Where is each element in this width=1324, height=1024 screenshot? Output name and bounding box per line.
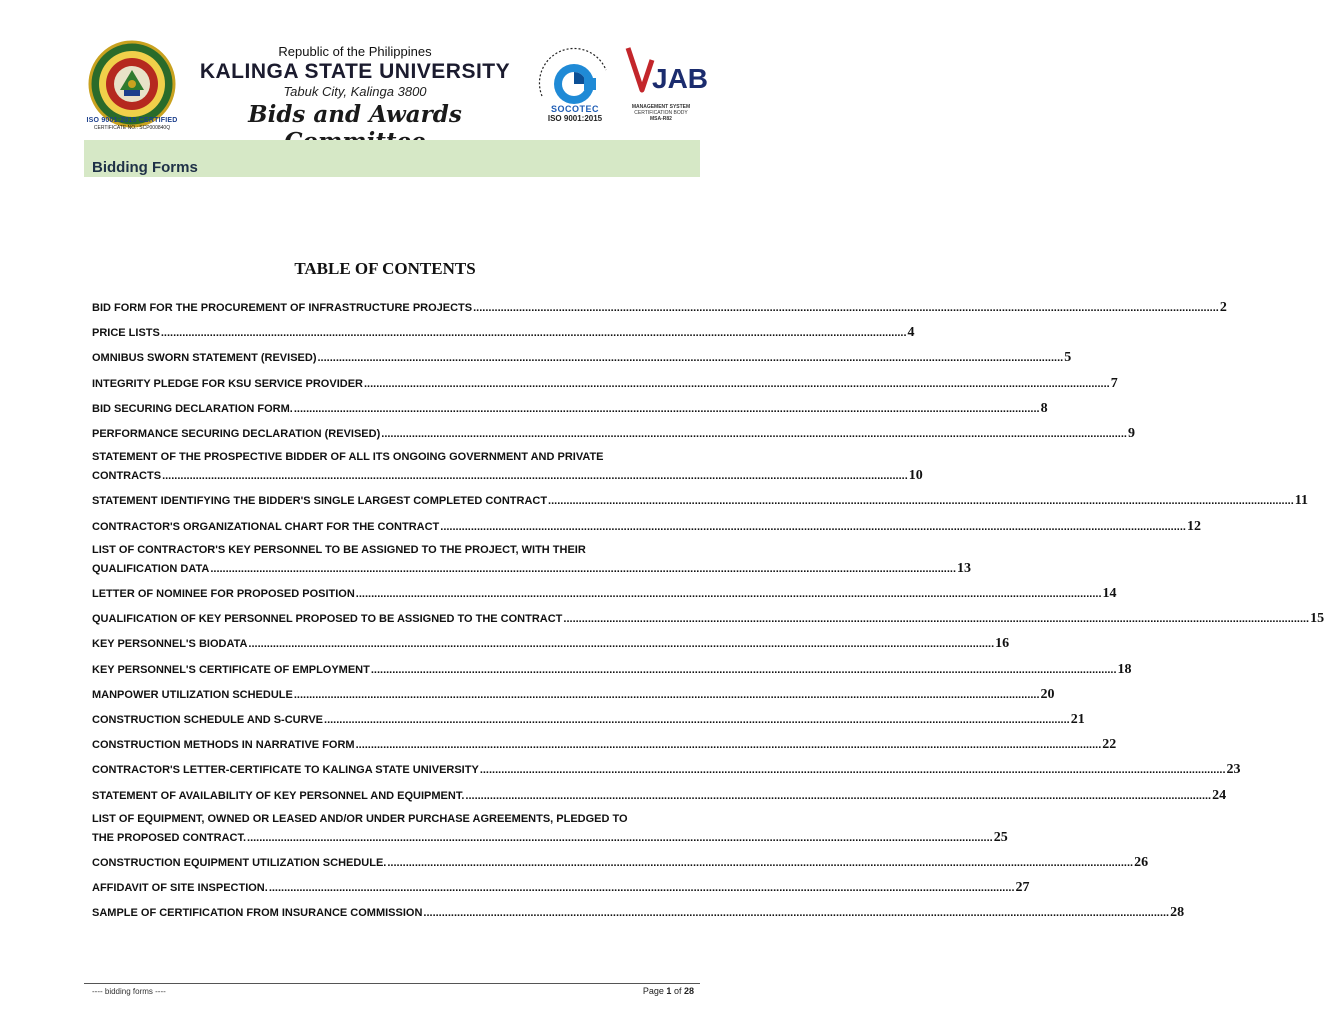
toc-entry-page: 11 — [1294, 493, 1308, 509]
toc-entry-page: 8 — [1040, 400, 1048, 416]
toc-entry-text: QUALIFICATION DATA — [92, 562, 210, 575]
toc-entry[interactable] — [92, 325, 915, 341]
committee-name: Bids and Awards — [248, 101, 462, 128]
toc-entry-text: CONTRACTS — [92, 470, 162, 483]
toc-entry-text: STATEMENT OF AVAILABILITY OF KEY PERSONNEL AND EQUIPMENT. — [92, 789, 465, 802]
toc-entry-text: SAMPLE OF CERTIFICATION FROM INSURANCE COMMISSION — [92, 907, 423, 920]
toc-entry-page: 28 — [1170, 905, 1185, 921]
toc-entry-text: AFFIDAVIT OF SITE INSPECTION. — [92, 882, 268, 895]
toc-entry-text: LETTER OF NOMINEE FOR PROPOSED POSITION — [92, 588, 355, 600]
toc-entry[interactable] — [92, 493, 1308, 509]
toc-entry-page: 25 — [993, 829, 1008, 845]
toc-entry-page: 26 — [1134, 855, 1149, 870]
toc-entry-text: THE PROPOSED CONTRACT. — [92, 831, 247, 844]
toc-entry-text: CONSTRUCTION METHODS IN NARRATIVE FORM — [92, 739, 355, 752]
jab-mark: JAB — [652, 63, 709, 94]
toc-leader-dots — [480, 764, 1226, 776]
toc-entry[interactable] — [92, 518, 1201, 535]
university-address: Tabuk City, Kalinga 3800 — [283, 84, 427, 99]
toc-leader-dots — [356, 588, 1102, 600]
republic-heading: Republic of the Philippines — [278, 44, 432, 59]
toc-entry-page: 9 — [1127, 426, 1135, 441]
toc-entry[interactable] — [92, 586, 1117, 602]
toc-entry-page: 22 — [1102, 737, 1117, 753]
jab-caption-code: MSA-R82 — [650, 116, 672, 122]
toc-entry[interactable] — [92, 611, 1324, 627]
page-total: 28 — [683, 986, 694, 996]
toc-entry-text: BID SECURING DECLARATION FORM. — [92, 402, 293, 415]
toc-entry-text: OMNIBUS SWORN STATEMENT (REVISED) — [92, 352, 317, 365]
toc-entry-page: 14 — [1102, 586, 1117, 601]
toc-entry-text: INTEGRITY PLEDGE FOR KSU SERVICE PROVIDER — [92, 377, 363, 390]
toc-entry-page: 24 — [1212, 787, 1227, 803]
toc-entry-page: 21 — [1070, 712, 1085, 727]
toc-entry[interactable] — [92, 829, 1008, 846]
toc-leader-dots — [440, 521, 1186, 533]
page-current: 1 — [666, 986, 672, 996]
toc-leader-dots — [423, 907, 1169, 919]
toc-leader-dots — [371, 664, 1117, 676]
toc-leader-dots — [162, 470, 908, 482]
toc-entry[interactable] — [92, 880, 1030, 896]
university-name: KALINGA STATE UNIVERSITY — [199, 60, 511, 83]
toc-title: TABLE OF CONTENTS — [294, 259, 476, 278]
toc-entry-text: CONSTRUCTION EQUIPMENT UTILIZATION SCHEDULE. — [92, 857, 387, 869]
toc-leader-dots — [294, 689, 1040, 701]
section-title: Bidding Forms — [92, 159, 198, 176]
toc-leader-dots — [324, 714, 1070, 726]
toc-entry-text: KEY PERSONNEL'S BIODATA — [92, 638, 248, 651]
toc-entry[interactable] — [92, 787, 1227, 804]
toc-leader-dots — [381, 428, 1127, 440]
toc-entry[interactable] — [92, 560, 972, 577]
toc-leader-dots — [465, 790, 1211, 802]
toc-entry-text: PRICE LISTS — [92, 327, 160, 340]
toc-entry-text-line1: STATEMENT OF THE PROSPECTIVE BIDDER OF ALL ITS ONGOING GOVERNMENT AND PRIVATE — [92, 451, 604, 464]
seal-iso-label: ISO 9001:2015 CERTIFIED — [86, 117, 178, 124]
page-of: of — [673, 986, 682, 996]
section-banner — [84, 140, 700, 177]
toc-entry-text: CONTRACTOR'S ORGANIZATIONAL CHART FOR THE CONTRACT — [92, 520, 440, 533]
toc-entry[interactable] — [92, 468, 923, 484]
toc-entry[interactable] — [92, 400, 1048, 417]
toc-entry[interactable] — [92, 855, 1149, 871]
footer-page-number — [600, 986, 694, 996]
toc-leader-dots — [317, 352, 1063, 364]
toc-entry-text: CONSTRUCTION SCHEDULE AND S-CURVE — [92, 714, 324, 726]
toc-entry-text-line1: LIST OF CONTRACTOR'S KEY PERSONNEL TO BE ASSIGNED TO THE PROJECT, WITH THEIR — [92, 543, 586, 556]
toc-entry[interactable] — [92, 350, 1072, 366]
toc-entry-page: 27 — [1015, 880, 1030, 896]
jab-accreditation-logo — [622, 40, 709, 106]
toc-entry-text: KEY PERSONNEL'S CERTIFICATE OF EMPLOYMENT — [92, 663, 370, 676]
toc-entry-page: 15 — [1310, 611, 1324, 627]
toc-entry-text: MANPOWER UTILIZATION SCHEDULE — [92, 688, 293, 701]
toc-entry[interactable] — [92, 636, 1010, 652]
seal-certificate-number: CERTIFICATE NO.: SCP000840Q — [93, 125, 171, 131]
socotec-iso: ISO 9001:2015 — [547, 114, 603, 123]
toc-entry-text: QUALIFICATION OF KEY PERSONNEL PROPOSED TO BE ASSIGNED TO THE CONTRACT — [92, 613, 563, 626]
toc-entry[interactable] — [92, 426, 1135, 442]
toc-entry-page: 23 — [1226, 762, 1241, 778]
toc-entry-page: 20 — [1040, 686, 1055, 702]
toc-leader-dots — [294, 403, 1040, 415]
toc-entry[interactable] — [92, 300, 1227, 316]
toc-entry-text: PERFORMANCE SECURING DECLARATION (REVISED) — [92, 428, 381, 440]
toc-leader-dots — [269, 882, 1015, 894]
page-prefix: Page — [642, 986, 664, 996]
toc-leader-dots — [548, 495, 1294, 507]
jab-caption-line: MANAGEMENT SYSTEM — [631, 104, 691, 110]
toc-entry-page: 7 — [1110, 375, 1118, 391]
toc-leader-dots — [563, 613, 1309, 625]
toc-entry-text: STATEMENT IDENTIFYING THE BIDDER'S SINGLE LARGEST COMPLETED CONTRACT — [92, 495, 548, 508]
toc-entry-page: 2 — [1219, 300, 1227, 315]
toc-entry-page: 16 — [995, 636, 1010, 652]
toc-entry-page: 10 — [908, 468, 923, 484]
toc-entry[interactable] — [92, 712, 1085, 728]
footer-document-label: ---- bidding forms ---- — [92, 987, 166, 996]
toc-leader-dots — [247, 832, 993, 844]
toc-entry-page: 5 — [1064, 350, 1072, 366]
toc-leader-dots — [473, 302, 1219, 314]
toc-leader-dots — [210, 563, 956, 575]
toc-leader-dots — [356, 739, 1102, 751]
toc-entry[interactable] — [92, 375, 1118, 392]
toc-entry[interactable] — [92, 661, 1132, 678]
toc-entry[interactable] — [92, 686, 1055, 703]
toc-entry-text: BID FORM FOR THE PROCUREMENT OF INFRASTRUCTURE PROJECTS — [92, 302, 473, 314]
toc-entry-page: 13 — [957, 560, 972, 576]
toc-leader-dots — [387, 857, 1133, 869]
socotec-name: SOCOTEC — [550, 104, 599, 114]
toc-entry-page: 18 — [1117, 661, 1132, 677]
footer-divider — [84, 983, 700, 984]
toc-leader-dots — [364, 378, 1110, 390]
toc-entry-text-line1: LIST OF EQUIPMENT, OWNED OR LEASED AND/OR UNDER PURCHASE AGREEMENTS, PLEDGED TO — [92, 812, 628, 825]
toc-leader-dots — [161, 327, 907, 339]
toc-entry-text: CONTRACTOR'S LETTER-CERTIFICATE TO KALINGA STATE UNIVERSITY — [92, 764, 479, 777]
toc-entry-page: 12 — [1186, 518, 1201, 534]
toc-entry[interactable] — [92, 905, 1185, 921]
toc-leader-dots — [248, 638, 994, 650]
toc-entry[interactable] — [92, 737, 1117, 753]
toc-entry[interactable] — [92, 762, 1241, 778]
jab-caption-line: CERTIFICATION BODY — [634, 110, 688, 116]
toc-entry-page: 4 — [907, 325, 915, 341]
